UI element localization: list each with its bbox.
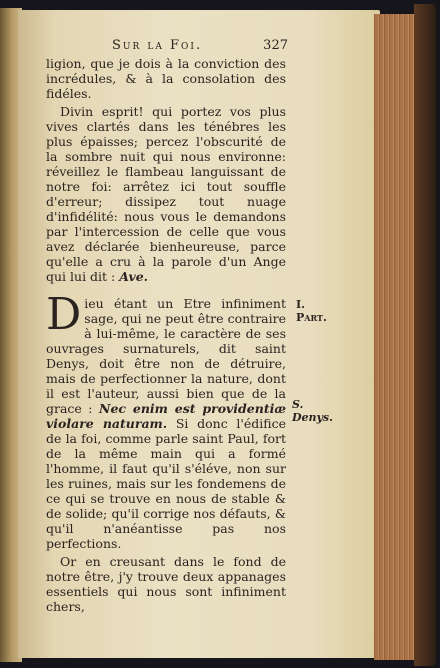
margin-note-source: S. Denys. [292, 398, 333, 424]
page-text [46, 38, 286, 614]
book-cover [414, 4, 436, 666]
latin-quote: Nec enim est providentiæ violare naturam. [46, 401, 286, 431]
paragraph-2: Divin esprit! qui portez vos plus vives clartés dans les ténébres les plus épaisses; percez l'obscurité de la sombre nuit qui nous environne: réveillez le flambeau languissant de notre foi: arrêtez ici tout souffle d'erreur; dissipez tout nuage d'infidélité: nous vous le demandons par l'intercession de celle que vous avez déclarée bienheureuse, parce qu'elle a cru à la parole d'un Ange qui lui dit : Ave. [46, 104, 286, 284]
running-header [112, 38, 288, 56]
paragraph-3: Dieu étant un Etre infiniment sage, qui ne peut être contraire à lui-même, le caractère de ses ouvrages surnaturels, dit saint Denys, doit être non de détruire, mais de perfectionner la nature, dont il est l'auteur, aussi bien que de la grace : Nec enim est providentiæ violare naturam. Si donc l'édifice de la foi, comme parle saint Paul, fort de la même main qui a formé l'homme, il faut qu'il s'éléve, non sur les ruines, mais sur les fondemens de ce qui se trouve en nous de stable & de solide; qu'il corrige nos défauts, & qu'il n'anéantisse pas nos perfections. [46, 289, 286, 551]
margin-note-part: I. Part. [296, 298, 327, 324]
page-number: 327 [263, 38, 288, 53]
page-fore-edge [374, 14, 418, 660]
drop-cap: D [46, 289, 82, 340]
running-title: Sur la Foi. [112, 38, 203, 53]
paragraph-5: Or en creusant dans le fond de notre être, j'y trouve deux appanages essentiels qui nous sont infiniment chers, [46, 554, 286, 614]
paragraph-1: ligion, que je dois à la conviction des incrédules, & à la consolation des fidéles. [46, 56, 286, 101]
ave-word: Ave. [119, 269, 149, 284]
